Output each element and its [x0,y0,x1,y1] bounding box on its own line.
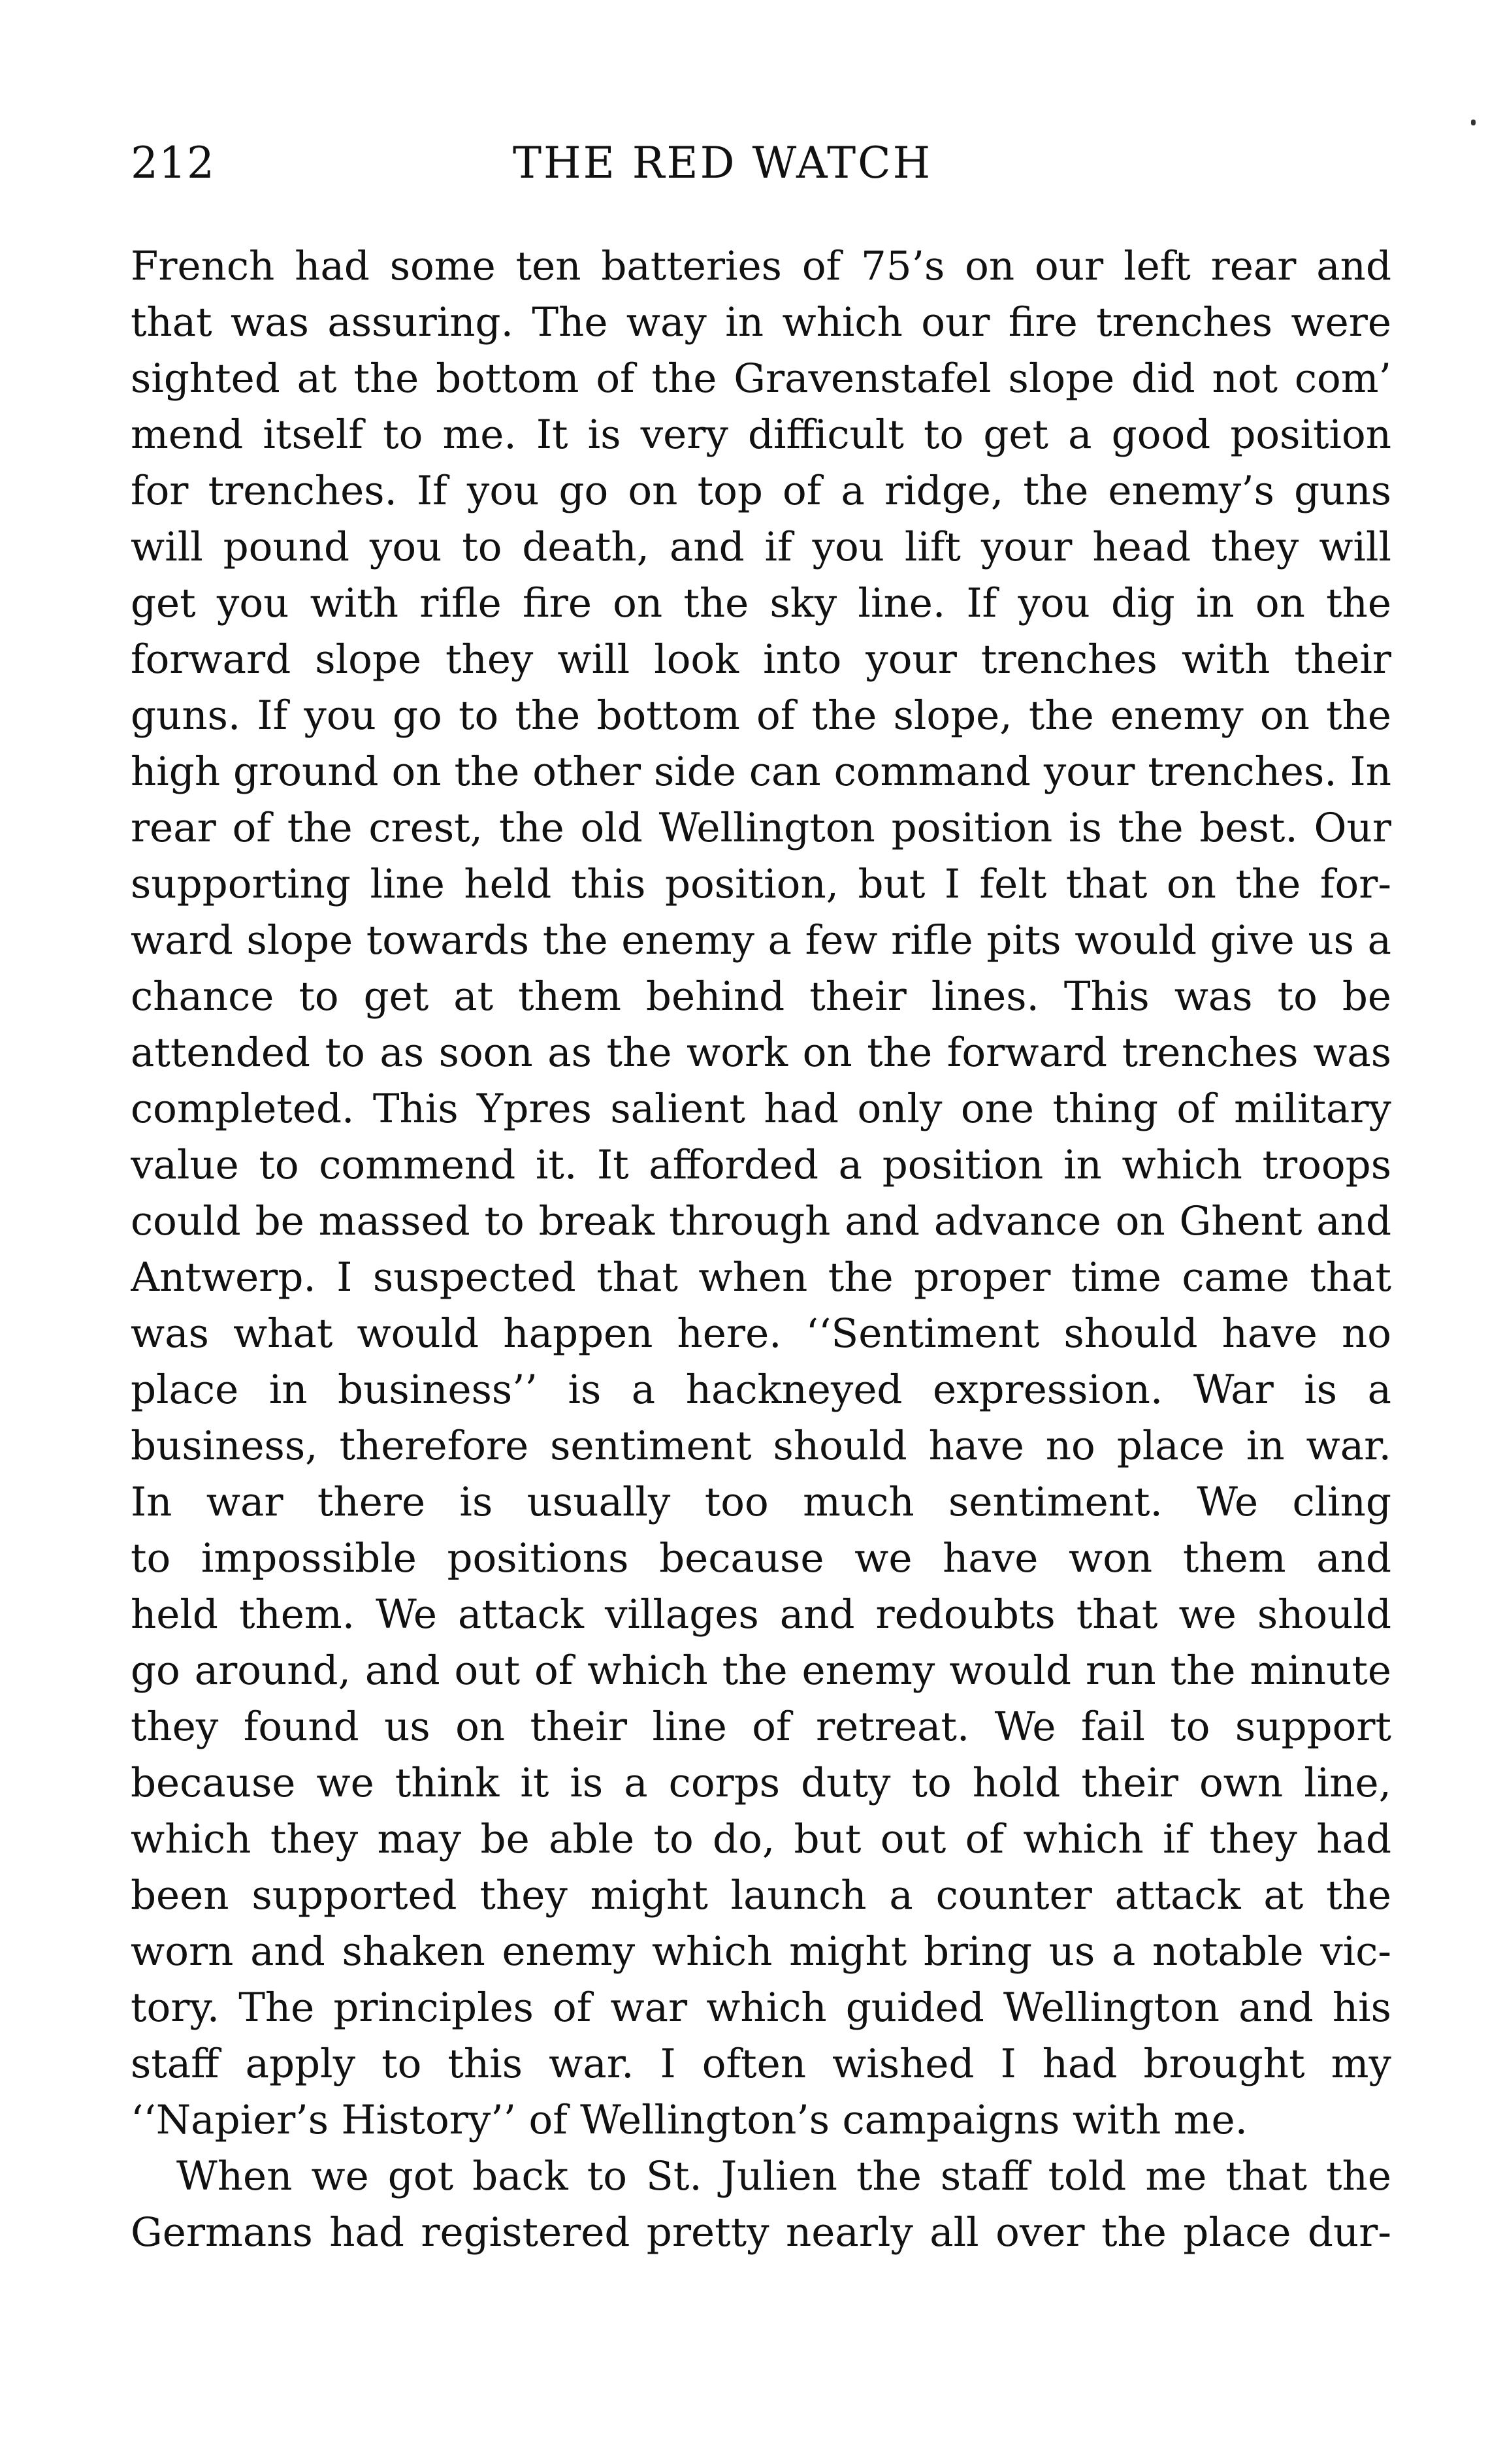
text-line: Germans had registered pretty nearly all over the place dur- [131,2209,1391,2256]
text-line: mend itself to me. It is very difficult to get a good position [131,412,1391,458]
text-line: place in business’’ is a hackneyed expression. War is a [131,1367,1391,1413]
text-line: go around, and out of which the enemy would run the minute [131,1647,1391,1694]
text-line: was what would happen here. ‘‘Sentiment should have no [131,1310,1391,1357]
text-line: attended to as soon as the work on the forward trenches was [131,1029,1391,1076]
text-line: supporting line held this position, but I felt that on the for- [131,861,1391,907]
text-line: In war there is usually too much sentiment. We cling [131,1479,1391,1525]
body-text [131,238,1391,2261]
text-line: to impossible positions because we have won them and [131,1535,1391,1581]
text-line: high ground on the other side can command your trenches. In [131,749,1391,795]
text-line: ward slope towards the enemy a few rifle pits would give us a [131,917,1391,964]
text-line: been supported they might launch a counter attack at the [131,1872,1391,1919]
page-number: 212 [131,138,215,188]
text-line: will pound you to death, and if you lift your head they will [131,524,1391,570]
text-line: value to commend it. It afforded a position in which troops [131,1142,1391,1188]
text-line: guns. If you go to the bottom of the slope, the enemy on the [131,692,1391,739]
text-line: for trenches. If you go on top of a ridge, the enemy’s guns [131,468,1391,514]
text-line: Antwerp. I suspected that when the proper time came that [131,1254,1391,1301]
text-line: tory. The principles of war which guided Wellington and his [131,1985,1391,2031]
text-line: French had some ten batteries of 75’s on our left rear and [131,243,1391,289]
text-line: rear of the crest, the old Wellington position is the best. Our [131,805,1391,851]
text-line: chance to get at them behind their lines. This was to be [131,973,1391,1020]
text-line: that was assuring. The way in which our fire trenches were [131,299,1391,346]
text-line: completed. This Ypres salient had only one thing of military [131,1086,1391,1132]
running-head [131,134,1391,193]
text-line: sighted at the bottom of the Gravenstafel slope did not com’ [131,355,1391,402]
text-line: ‘‘Napier’s History’’ of Wellington’s campaigns with me. [131,2097,1248,2143]
text-line: staff apply to this war. I often wished I had brought my [131,2041,1391,2087]
text-line: they found us on their line of retreat. We fail to support [131,1704,1391,1750]
text-line: When we got back to St. Julien the staff told me that the [176,2153,1391,2199]
book-title: THE RED WATCH [513,138,933,188]
text-line: business, therefore sentiment should have no place in war. [131,1423,1391,1469]
text-line: worn and shaken enemy which might bring us a notable vic- [131,1928,1391,1975]
text-line: forward slope they will look into your trenches with their [131,636,1391,683]
text-line: because we think it is a corps duty to hold their own line, [131,1760,1391,1806]
edge-speck [1471,120,1476,125]
text-line: get you with rifle fire on the sky line. If you dig in on the [131,580,1391,626]
text-line: which they may be able to do, but out of which if they had [131,1816,1391,1862]
text-line: held them. We attack villages and redoubts that we should [131,1591,1391,1638]
text-line: could be massed to break through and advance on Ghent and [131,1198,1391,1244]
